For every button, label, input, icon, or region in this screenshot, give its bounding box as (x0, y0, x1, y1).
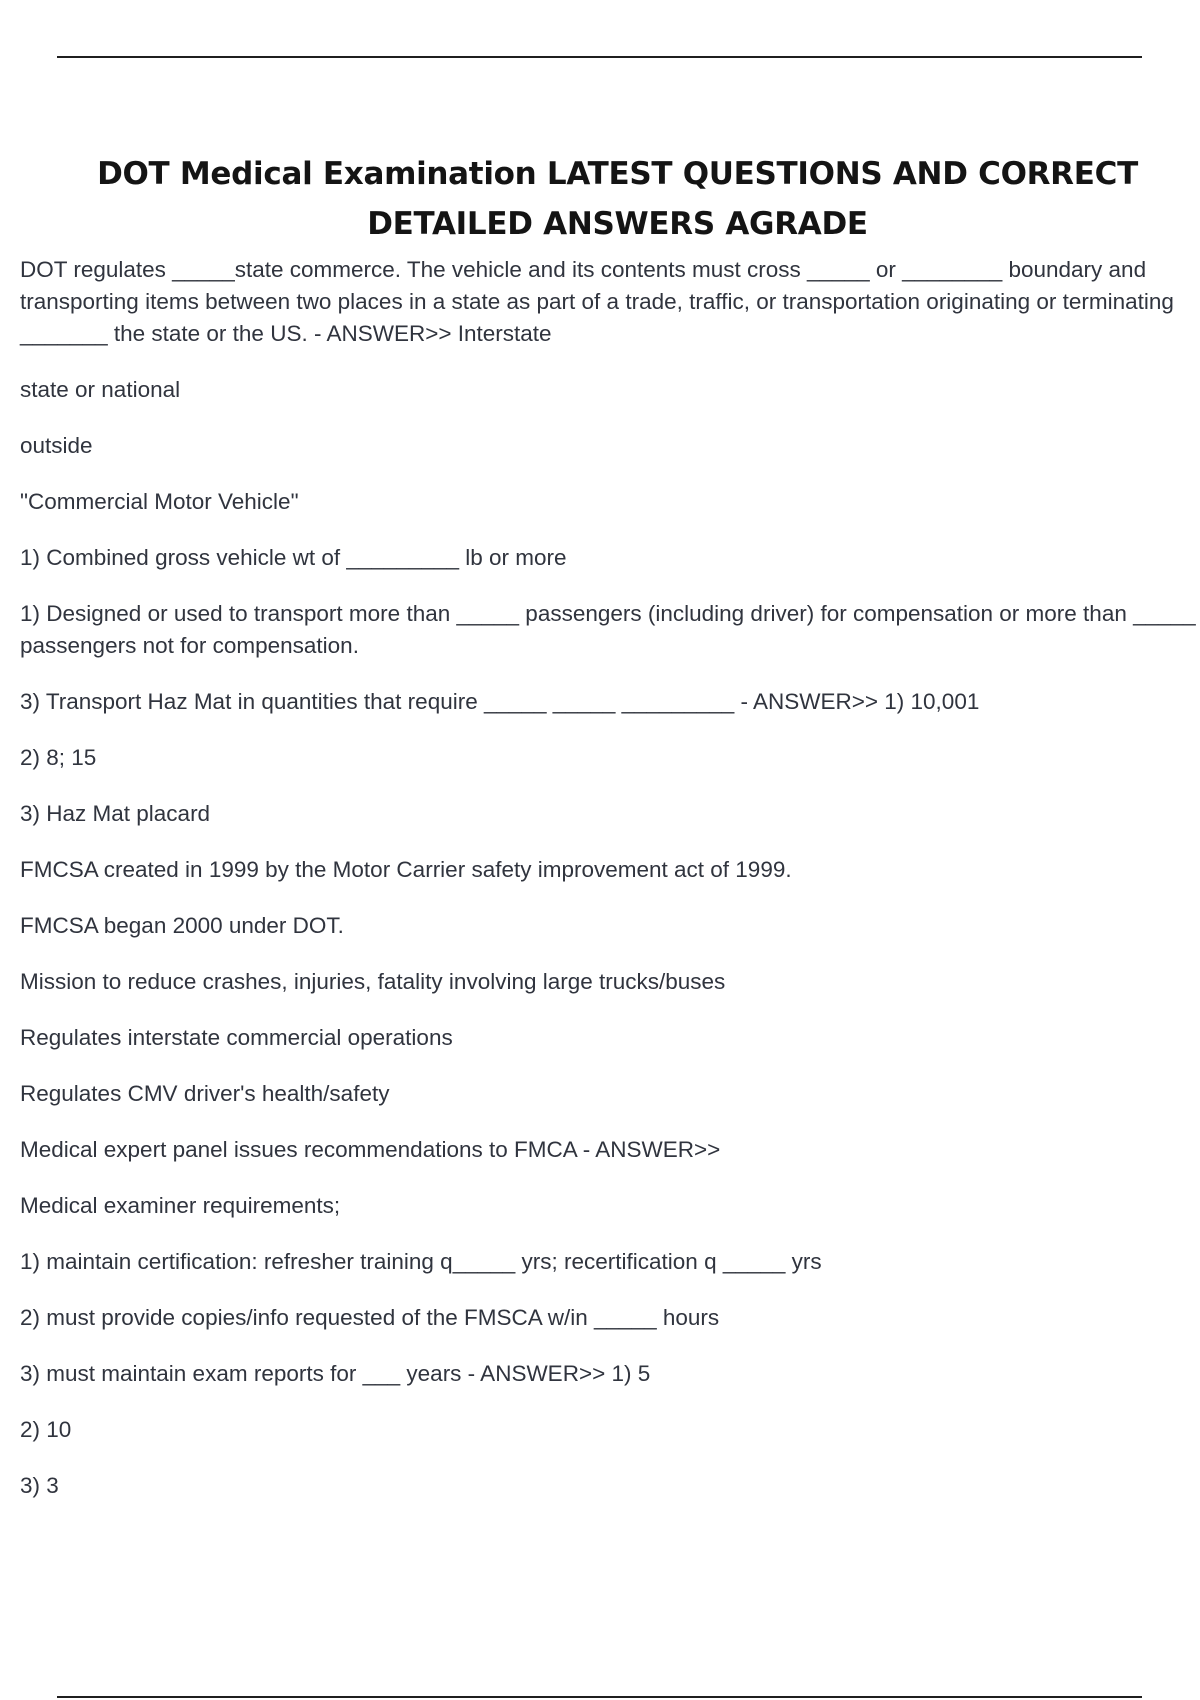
paragraph: 3) Haz Mat placard (20, 801, 211, 826)
paragraph: Regulates CMV driver's health/safety (20, 1081, 390, 1106)
paragraph-passengers: 1) Designed or used to transport more than _____ passengers (including driver) for compensation or more than _____ passengers not for compensation. (20, 601, 1196, 658)
paragraph: Medical examiner requirements; (20, 1193, 341, 1218)
paragraph: 1) maintain certification: refresher training q_____ yrs; recertification q _____ yrs (20, 1249, 822, 1274)
paragraph: 3) Transport Haz Mat in quantities that require _____ _____ _________ - ANSWER>> 1) 10,001 (20, 689, 980, 714)
paragraph: 3) must maintain exam reports for ___ years - ANSWER>> 1) 5 (20, 1361, 651, 1386)
paragraph: 3) 3 (20, 1473, 59, 1498)
paragraph: state or national (20, 377, 181, 402)
paragraph: outside (20, 433, 93, 458)
paragraph: "Commercial Motor Vehicle" (20, 489, 299, 514)
paragraph: FMCSA created in 1999 by the Motor Carrier safety improvement act of 1999. (20, 857, 792, 882)
paragraph: 2) 10 (20, 1417, 72, 1442)
paragraph: Medical expert panel issues recommendations to FMCA - ANSWER>> (20, 1137, 721, 1162)
document-title: DOT Medical Examination LATEST QUESTIONS AND CORRECT DETAILED ANSWERS AGRADE (97, 155, 1138, 242)
paragraph-interstate-question: DOT regulates _____state commerce. The vehicle and its contents must cross _____ or ________ boundary and transporting items between two places in a state as part of a trade, traffic, or transportation originating or terminating _______ the state or the US. - ANSWER>> Interstate (20, 257, 1174, 346)
paragraph: 2) must provide copies/info requested of the FMSCA w/in _____ hours (20, 1305, 720, 1330)
paragraph: Mission to reduce crashes, injuries, fatality involving large trucks/buses (20, 969, 726, 994)
bottom-divider (57, 1696, 1142, 1698)
paragraph: 1) Combined gross vehicle wt of _________ lb or more (20, 545, 567, 570)
paragraph: Regulates interstate commercial operations (20, 1025, 453, 1050)
top-divider (57, 56, 1142, 58)
document-body (20, 254, 1200, 1526)
paragraph: FMCSA began 2000 under DOT. (20, 913, 344, 938)
paragraph: 2) 8; 15 (20, 745, 97, 770)
